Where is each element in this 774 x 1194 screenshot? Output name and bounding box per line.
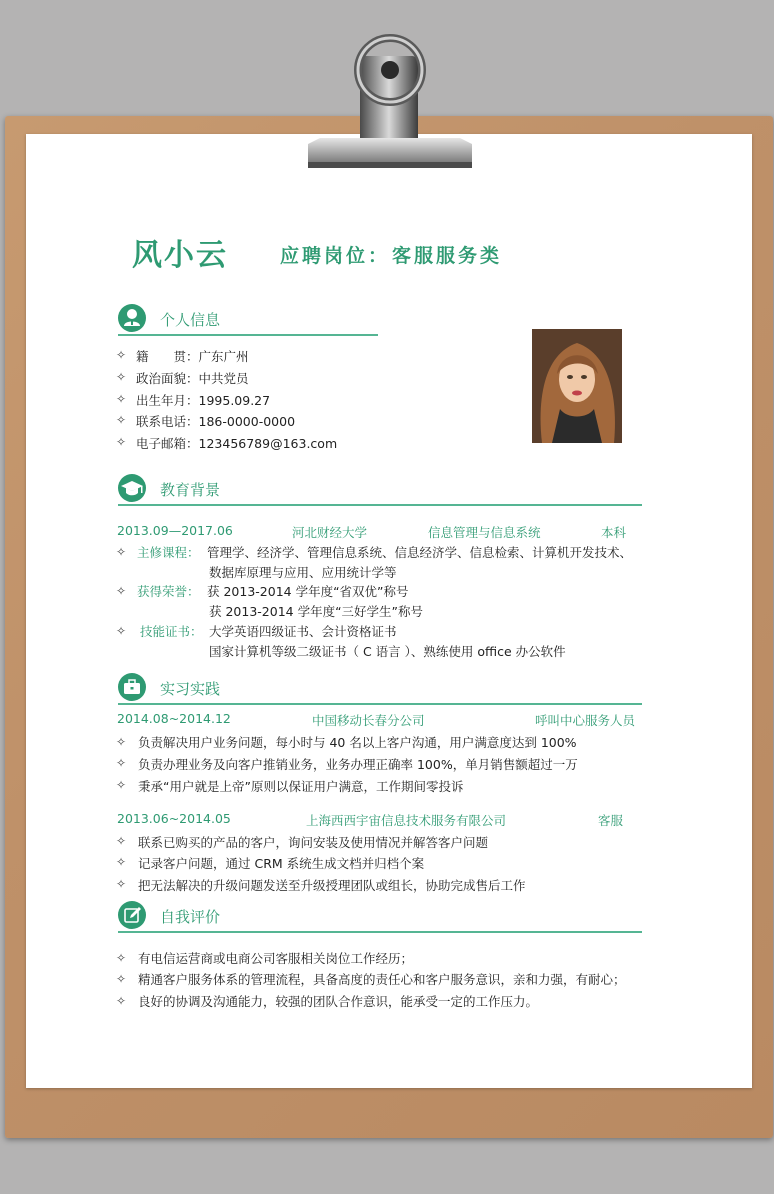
job-applied (278, 241, 502, 268)
edu-period: 2013.09—2017.06 (117, 523, 233, 538)
honors-line-1: 获 2013-2014 学年度“省双优”称号 (207, 584, 409, 599)
bullet-icon: ✧ (116, 855, 127, 869)
certs-line-2: 国家计算机等级二级证书（ C 语言 ）、熟练使用 office 办公软件 (209, 644, 566, 659)
graduation-cap-icon (118, 474, 146, 502)
job1-item: 秉承“用户就是上帝”原则以保证用户满意，工作期间零投诉 (138, 779, 464, 794)
bullet-icon: ✧ (116, 624, 127, 638)
job2-period: 2013.06~2014.05 (117, 811, 231, 826)
job2-item: 记录客户问题，通过 CRM 系统生成文档并归档个案 (138, 856, 425, 871)
section-title-self-eval: 自我评价 (160, 908, 221, 926)
edu-degree: 本科 (601, 525, 627, 540)
honors-line-2: 获 2013-2014 学年度“三好学生”称号 (209, 604, 424, 619)
section-title-personal: 个人信息 (160, 311, 221, 329)
certs-label: 技能证书： (140, 624, 203, 639)
bullet-icon: ✧ (116, 994, 127, 1008)
bullet-icon: ✧ (116, 545, 127, 559)
self-eval-item: 有电信运营商或电商公司客服相关岗位工作经历； (138, 951, 414, 966)
bullet-icon: ✧ (116, 348, 127, 362)
job2-role: 客服 (598, 813, 624, 828)
section-divider (118, 703, 642, 705)
bullet-icon: ✧ (116, 370, 127, 384)
job1-item: 负责办理业务及向客户推销业务，业务办理正确率 100%，单月销售额超过一万 (138, 757, 578, 772)
job-title: 客服服务类 (392, 245, 503, 267)
bullet-icon: ✧ (116, 435, 127, 449)
bullet-icon: ✧ (116, 735, 127, 749)
bullet-icon: ✧ (116, 413, 127, 427)
bullet-icon: ✧ (116, 756, 127, 770)
job1-company: 中国移动长春分公司 (312, 713, 425, 728)
self-eval-item: 精通客户服务体系的管理流程，具备高度的责任心和客户服务意识，亲和力强，有耐心； (138, 972, 626, 987)
bullet-icon: ✧ (116, 584, 127, 598)
section-divider (118, 931, 642, 933)
job2-item: 联系已购买的产品的客户，询问安装及使用情况并解答客户问题 (138, 835, 489, 850)
bullet-icon: ✧ (116, 392, 127, 406)
courses-label: 主修课程： (137, 545, 200, 560)
bullet-icon: ✧ (116, 951, 127, 965)
job-label: 应聘岗位： (280, 245, 391, 267)
personal-item: 出生年月：1995.09.27 (136, 393, 271, 408)
job1-role: 呼叫中心服务人员 (535, 713, 636, 728)
section-divider (118, 334, 378, 336)
profile-photo (532, 329, 622, 443)
candidate-name: 风小云 (132, 238, 228, 273)
briefcase-icon (118, 673, 146, 701)
personal-item: 联系电话：186-0000-0000 (136, 414, 296, 429)
section-divider (118, 504, 642, 506)
personal-item: 政治面貌：中共党员 (136, 371, 249, 386)
personal-item: 籍 贯：广东广州 (136, 349, 249, 364)
binder-clip-icon (290, 26, 480, 176)
edu-school: 河北财经大学 (292, 525, 368, 540)
edit-icon (118, 901, 146, 929)
bullet-icon: ✧ (116, 972, 127, 986)
personal-item: 电子邮箱：123456789@163.com (136, 436, 338, 451)
section-title-internship: 实习实践 (160, 680, 221, 698)
self-eval-item: 良好的协调及沟通能力，较强的团队合作意识，能承受一定的工作压力。 (138, 994, 539, 1009)
honors-label: 获得荣誉： (137, 584, 200, 599)
person-icon (118, 304, 146, 332)
job1-item: 负责解决用户业务问题，每小时与 40 名以上客户沟通，用户满意度达到 100% (138, 735, 577, 750)
bullet-icon: ✧ (116, 877, 127, 891)
job1-period: 2014.08~2014.12 (117, 711, 231, 726)
job2-company: 上海西西宇宙信息技术服务有限公司 (306, 813, 507, 828)
bullet-icon: ✧ (116, 778, 127, 792)
section-title-education: 教育背景 (160, 481, 221, 499)
bullet-icon: ✧ (116, 834, 127, 848)
courses-line-1: 管理学、经济学、管理信息系统、信息经济学、信息检索、计算机开发技术、 (207, 545, 633, 560)
courses-line-2: 数据库原理与应用、应用统计学等 (209, 565, 397, 580)
job2-item: 把无法解决的升级问题发送至升级授理团队或组长，协助完成售后工作 (138, 878, 526, 893)
certs-line-1: 大学英语四级证书、会计资格证书 (209, 624, 397, 639)
edu-major: 信息管理与信息系统 (428, 525, 541, 540)
